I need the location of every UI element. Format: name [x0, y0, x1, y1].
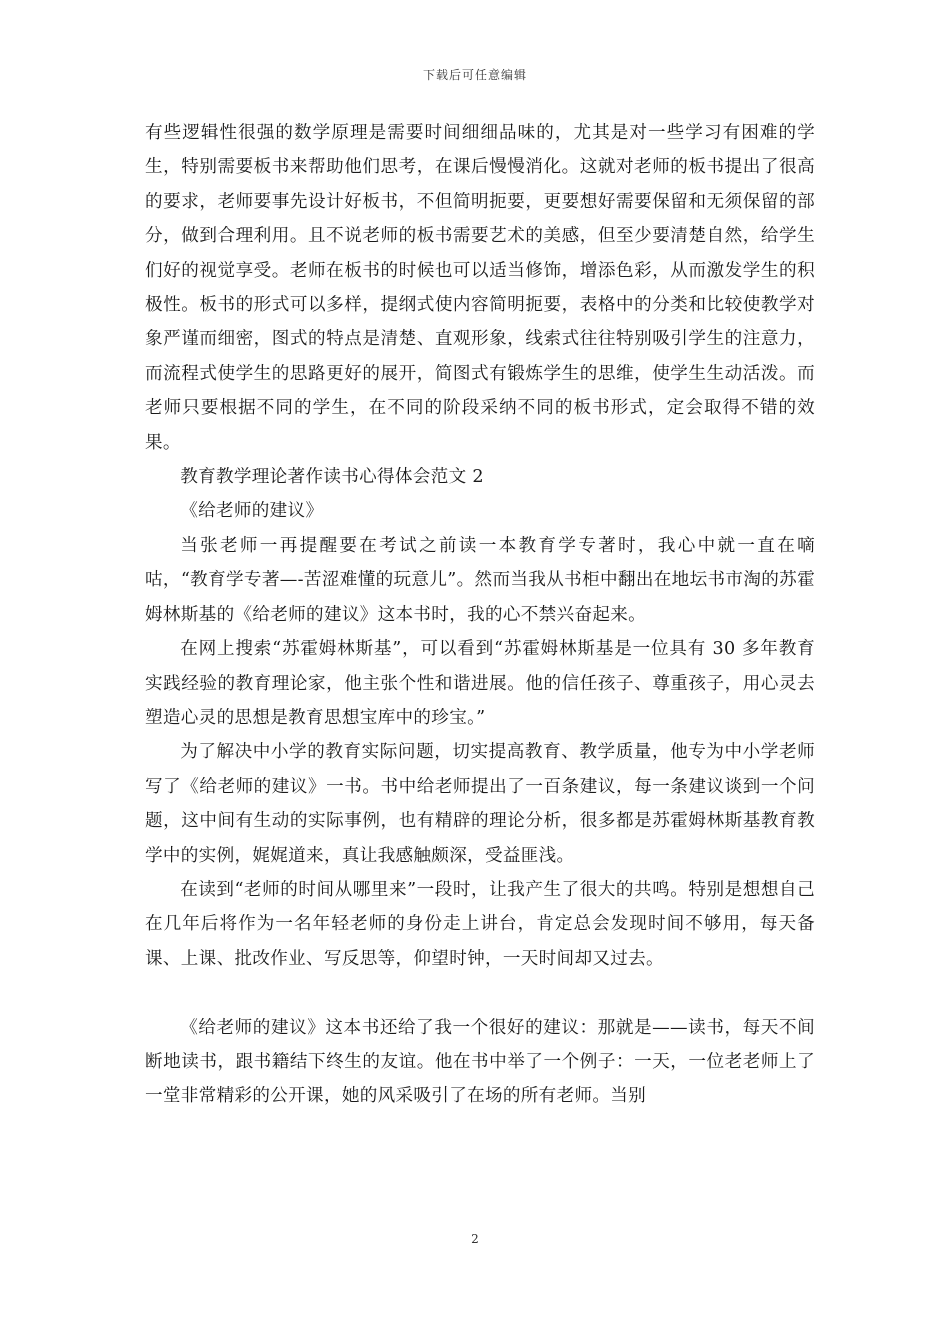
paragraph-book-purpose: 为了解决中小学的教育实际问题，切实提高教育、教学质量，他专为中小学老师写了《给老师的建议》一书。书中给老师提出了一百条建议，每一条建议谈到一个问题，这中间有生动的实际事例，也有精辟的理论分析，很多都是苏霍姆林斯基教育教学中的实例，娓娓道来，真让我感触颇深，受益匪浅。	[145, 742, 815, 866]
paragraph-author-search: 在网上搜索“苏霍姆林斯基”，可以看到“苏霍姆林斯基是一位具有 30 多年教育实践经验的教育理论家，他主张个性和谐进展。他的信任孩子、尊重孩子，用心灵去塑造心灵的思想是教育思想宝库中的珍宝。”	[145, 639, 815, 728]
section-heading: 教育教学理论著作读书心得体会范文 2	[180, 467, 484, 488]
book-title: 《给老师的建议》	[180, 501, 324, 522]
paragraph-board-writing: 有些逻辑性很强的数学原理是需要时间细细品味的，尤其是对一些学习有困难的学生，特别需要板书来帮助他们思考，在课后慢慢消化。这就对老师的板书提出了很高的要求，老师要事先设计好板书，不但简明扼要，更要想好需要保留和无须保留的部分，做到合理利用。且不说老师的板书需要艺术的美感，但至少要清楚自然，给学生们好的视觉享受。老师在板书的时候也可以适当修饰，增添色彩，从而激发学生的积极性。板书的形式可以多样，提纲式使内容简明扼要，表格中的分类和比较使教学对象严谨而细密，图式的特点是清楚、直观形象，线索式往往特别吸引学生的注意力，而流程式使学生的思路更好的展开，简图式有锻炼学生的思维，使学生生动活泼。而老师只要根据不同的学生，在不同的阶段采纳不同的板书形式，定会取得不错的效果。	[145, 123, 815, 453]
page-number: 2	[471, 1232, 479, 1246]
paragraph-reading-advice: 《给老师的建议》这本书还给了我一个很好的建议：那就是——读书，每天不间断地读书，跟书籍结下终生的友谊。他在书中举了一个例子：一天，一位老老师上了一堂非常精彩的公开课，她的风采吸引了在场的所有老师。当别	[145, 1017, 815, 1107]
paragraph-teacher-time: 在读到“老师的时间从哪里来”一段时，让我产生了很大的共鸣。特别是想想自己在几年后将作为一名年轻老师的身份走上讲台，肯定总会发现时间不够用，每天备课、上课、批改作业、写反思等，仰望时钟，一天时间却又过去。	[145, 879, 815, 969]
paragraph-gap	[145, 976, 815, 1010]
paragraph-introduction: 当张老师一再提醒要在考试之前读一本教育学专著时，我心中就一直在嘀咕，“教育学专著—-苦涩难懂的玩意儿”。然而当我从书柜中翻出在地坛书市淘的苏霍姆林斯基的《给老师的建议》这本书时，我的心不禁兴奋起来。	[145, 535, 815, 625]
page-header: 下载后可任意编辑	[422, 68, 527, 82]
document-body	[145, 116, 815, 1114]
